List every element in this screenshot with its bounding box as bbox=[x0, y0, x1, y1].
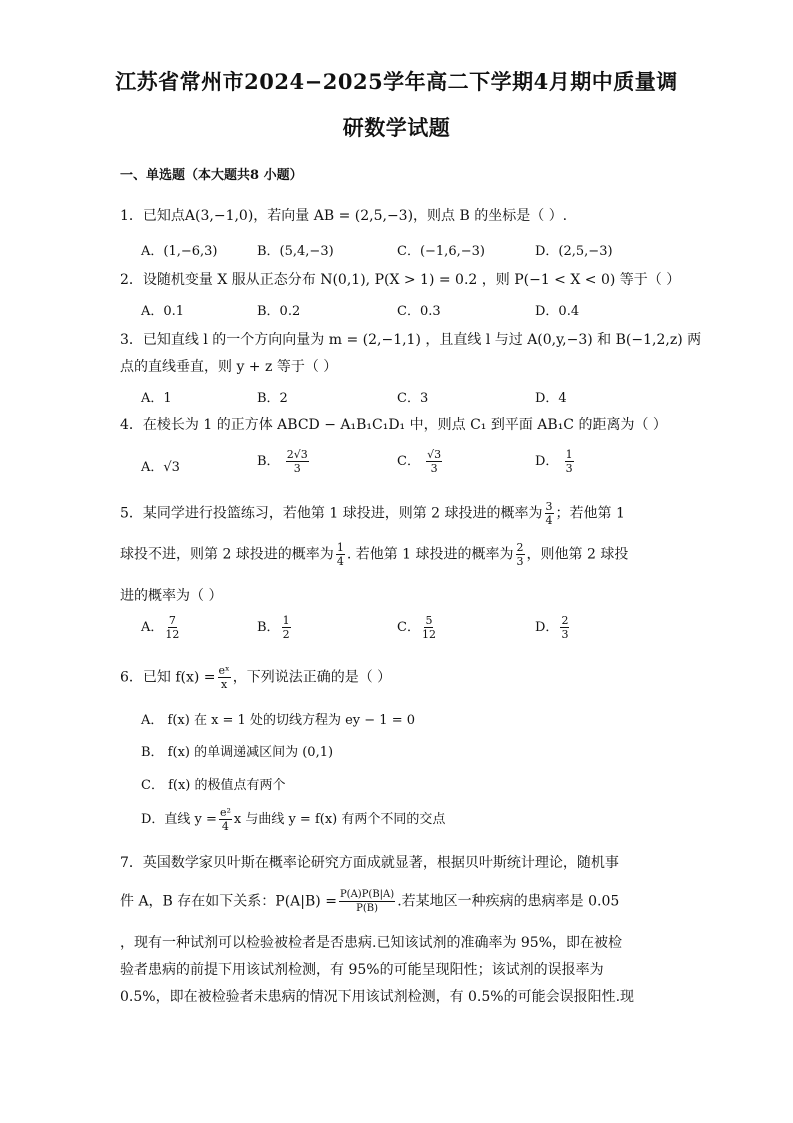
numerator: 1 bbox=[565, 448, 573, 461]
option-d: D．4 bbox=[535, 391, 567, 406]
option-a bbox=[141, 614, 181, 641]
numerator: 1 bbox=[336, 541, 344, 554]
q5-text2-b: . 若他第 1 球投进的概率为 bbox=[346, 546, 514, 563]
option-c-label: C． bbox=[397, 620, 420, 635]
denominator: 12 bbox=[165, 628, 180, 641]
option-c-fraction bbox=[426, 448, 442, 475]
numerator: 2 bbox=[516, 541, 524, 554]
question-3-options bbox=[141, 387, 681, 409]
numerator: 7 bbox=[168, 614, 176, 627]
question-5-line-1 bbox=[120, 500, 625, 527]
numerator: 3 bbox=[545, 500, 553, 513]
q6-d-text-a: D．直线 y = bbox=[141, 812, 217, 827]
question-7-line-5: 0.5%，即在被检验者未患病的情况下用该试剂检测，有 0.5%的可能会误报阳性.现 bbox=[120, 989, 635, 1005]
page-title-line-2: 研数学试题 bbox=[342, 115, 451, 140]
option-b: B．2 bbox=[257, 391, 288, 406]
option-a: A．√3 bbox=[141, 460, 180, 475]
denominator: 4 bbox=[221, 820, 229, 833]
question-5-line-3: 进的概率为（ ） bbox=[120, 588, 223, 604]
question-5-line-2 bbox=[120, 541, 628, 568]
denominator: 4 bbox=[545, 514, 553, 527]
denominator: 4 bbox=[336, 555, 344, 568]
numerator: P(A)P(B|A) bbox=[339, 889, 395, 900]
question-2-text: 2．设随机变量 X 服从正态分布 N(0,1), P(X > 1) = 0.2 ，则 P(−1 < X < 0) 等于（ ） bbox=[120, 272, 681, 288]
question-5-options bbox=[141, 614, 681, 650]
option-b bbox=[257, 614, 293, 641]
denominator: 12 bbox=[421, 628, 436, 641]
numerator: 5 bbox=[425, 614, 433, 627]
q6-option-a: A． f(x) 在 x = 1 处的切线方程为 ey − 1 = 0 bbox=[141, 713, 415, 728]
q7-text-a: 件 A，B 存在如下关系：P(A|B) = bbox=[120, 893, 337, 910]
option-c-label: C． bbox=[397, 454, 420, 469]
option-a-label: A． bbox=[141, 620, 164, 635]
option-d: D．0.4 bbox=[535, 304, 580, 319]
question-7-line-4: 验者患病的前提下用该试剂检测，有 95%的可能呈现阳性；该试剂的误报率为 bbox=[120, 962, 604, 978]
option-c: C．3 bbox=[397, 391, 429, 406]
q6-option-b: B． f(x) 的单调递减区间为 (0,1) bbox=[141, 745, 334, 760]
option-d-fraction bbox=[560, 614, 569, 641]
option-d bbox=[535, 448, 576, 475]
option-c bbox=[397, 448, 444, 475]
option-a-fraction bbox=[165, 614, 179, 641]
option-a: A．(1,−6,3) bbox=[141, 244, 218, 259]
question-6-text bbox=[120, 664, 391, 691]
option-d-fraction bbox=[565, 448, 574, 475]
option-d: D．(2,5,−3) bbox=[535, 244, 613, 259]
option-c: C．0.3 bbox=[397, 304, 441, 319]
question-1-options bbox=[141, 240, 681, 262]
page-title-line-1: 江苏省常州市2024−2025学年高二下学期4月期中质量调 bbox=[115, 69, 678, 94]
question-3-text: 3．已知直线 l 的一个方向向量为 m = (2,−1,1) ，且直线 l 与过 A(0,y,−3) 和 B(−1,2,z) 两 bbox=[120, 332, 702, 348]
option-b: B．0.2 bbox=[257, 304, 301, 319]
q6-fraction bbox=[218, 664, 231, 691]
option-a: A．1 bbox=[141, 391, 172, 406]
numerator: eˣ bbox=[218, 664, 230, 677]
q5-text-a: 5．某同学进行投篮练习，若他第 1 球投进，则第 2 球投进的概率为 bbox=[120, 505, 543, 522]
denominator: P(B) bbox=[356, 903, 379, 914]
question-7-line-1: 7．英国数学家贝叶斯在概率论研究方面成就显著，根据贝叶斯统计理论，随机事 bbox=[120, 855, 619, 871]
denominator: 3 bbox=[516, 555, 524, 568]
option-b bbox=[257, 448, 311, 475]
option-c bbox=[397, 614, 438, 641]
numerator: √3 bbox=[427, 448, 442, 461]
numerator: 2 bbox=[561, 614, 569, 627]
question-1-text: 1．已知点A(3,−1,0)，若向量 AB = (2,5,−3)，则点 B 的坐标是（ ）. bbox=[120, 208, 568, 224]
denominator: 3 bbox=[430, 462, 438, 475]
section-heading: 一、单选题（本大题共8 小题） bbox=[120, 168, 303, 183]
question-7-line-3: ，现有一种试剂可以检验被检者是否患病.已知该试剂的准确率为 95%，即在被检 bbox=[120, 935, 623, 951]
numerator: 1 bbox=[282, 614, 290, 627]
option-d-label: D． bbox=[535, 454, 559, 469]
option-b-fraction bbox=[282, 614, 291, 641]
q5-text-b: ；若他第 1 bbox=[555, 505, 625, 522]
bayes-fraction bbox=[339, 888, 395, 915]
question-3-text-cont: 点的直线垂直，则 y + z 等于（ ） bbox=[120, 359, 338, 375]
q5-text2-c: ，则他第 2 球投 bbox=[526, 546, 629, 563]
q5-text2-a: 球投不进，则第 2 球投进的概率为 bbox=[120, 546, 334, 563]
option-d bbox=[535, 614, 571, 641]
option-b: B．(5,4,−3) bbox=[257, 244, 334, 259]
question-7-line-2 bbox=[120, 888, 619, 915]
q6-text-a: 6．已知 f(x) = bbox=[120, 669, 216, 686]
q6-d-fraction bbox=[219, 806, 232, 833]
q6-text-b: ，下列说法正确的是（ ） bbox=[232, 669, 392, 686]
numerator: e² bbox=[219, 806, 231, 819]
option-d-label: D． bbox=[535, 620, 559, 635]
option-b-label: B． bbox=[257, 620, 280, 635]
q6-option-d bbox=[141, 806, 445, 833]
option-c-fraction bbox=[422, 614, 436, 641]
denominator: x bbox=[221, 678, 228, 691]
option-b-label: B． bbox=[257, 454, 280, 469]
numerator: 2√3 bbox=[286, 448, 308, 461]
option-a: A．0.1 bbox=[141, 304, 185, 319]
q7-text-b: .若某地区一种疾病的患病率是 0.05 bbox=[397, 893, 620, 910]
q6-d-text-b: x 与曲线 y = f(x) 有两个不同的交点 bbox=[233, 812, 446, 827]
question-4-text: 4．在棱长为 1 的正方体 ABCD − A₁B₁C₁D₁ 中，则点 C₁ 到平面 AB₁C 的距离为（ ） bbox=[120, 417, 667, 433]
denominator: 3 bbox=[565, 462, 573, 475]
denominator: 3 bbox=[293, 462, 301, 475]
q6-option-c: C． f(x) 的极值点有两个 bbox=[141, 778, 286, 793]
q5-fraction-3 bbox=[516, 541, 525, 568]
question-2-options bbox=[141, 300, 681, 322]
q5-fraction-2 bbox=[336, 541, 345, 568]
option-b-fraction bbox=[286, 448, 309, 475]
option-c: C．(−1,6,−3) bbox=[397, 244, 485, 259]
denominator: 3 bbox=[561, 628, 569, 641]
question-4-options bbox=[141, 448, 681, 484]
denominator: 2 bbox=[282, 628, 290, 641]
q5-fraction-1 bbox=[545, 500, 554, 527]
